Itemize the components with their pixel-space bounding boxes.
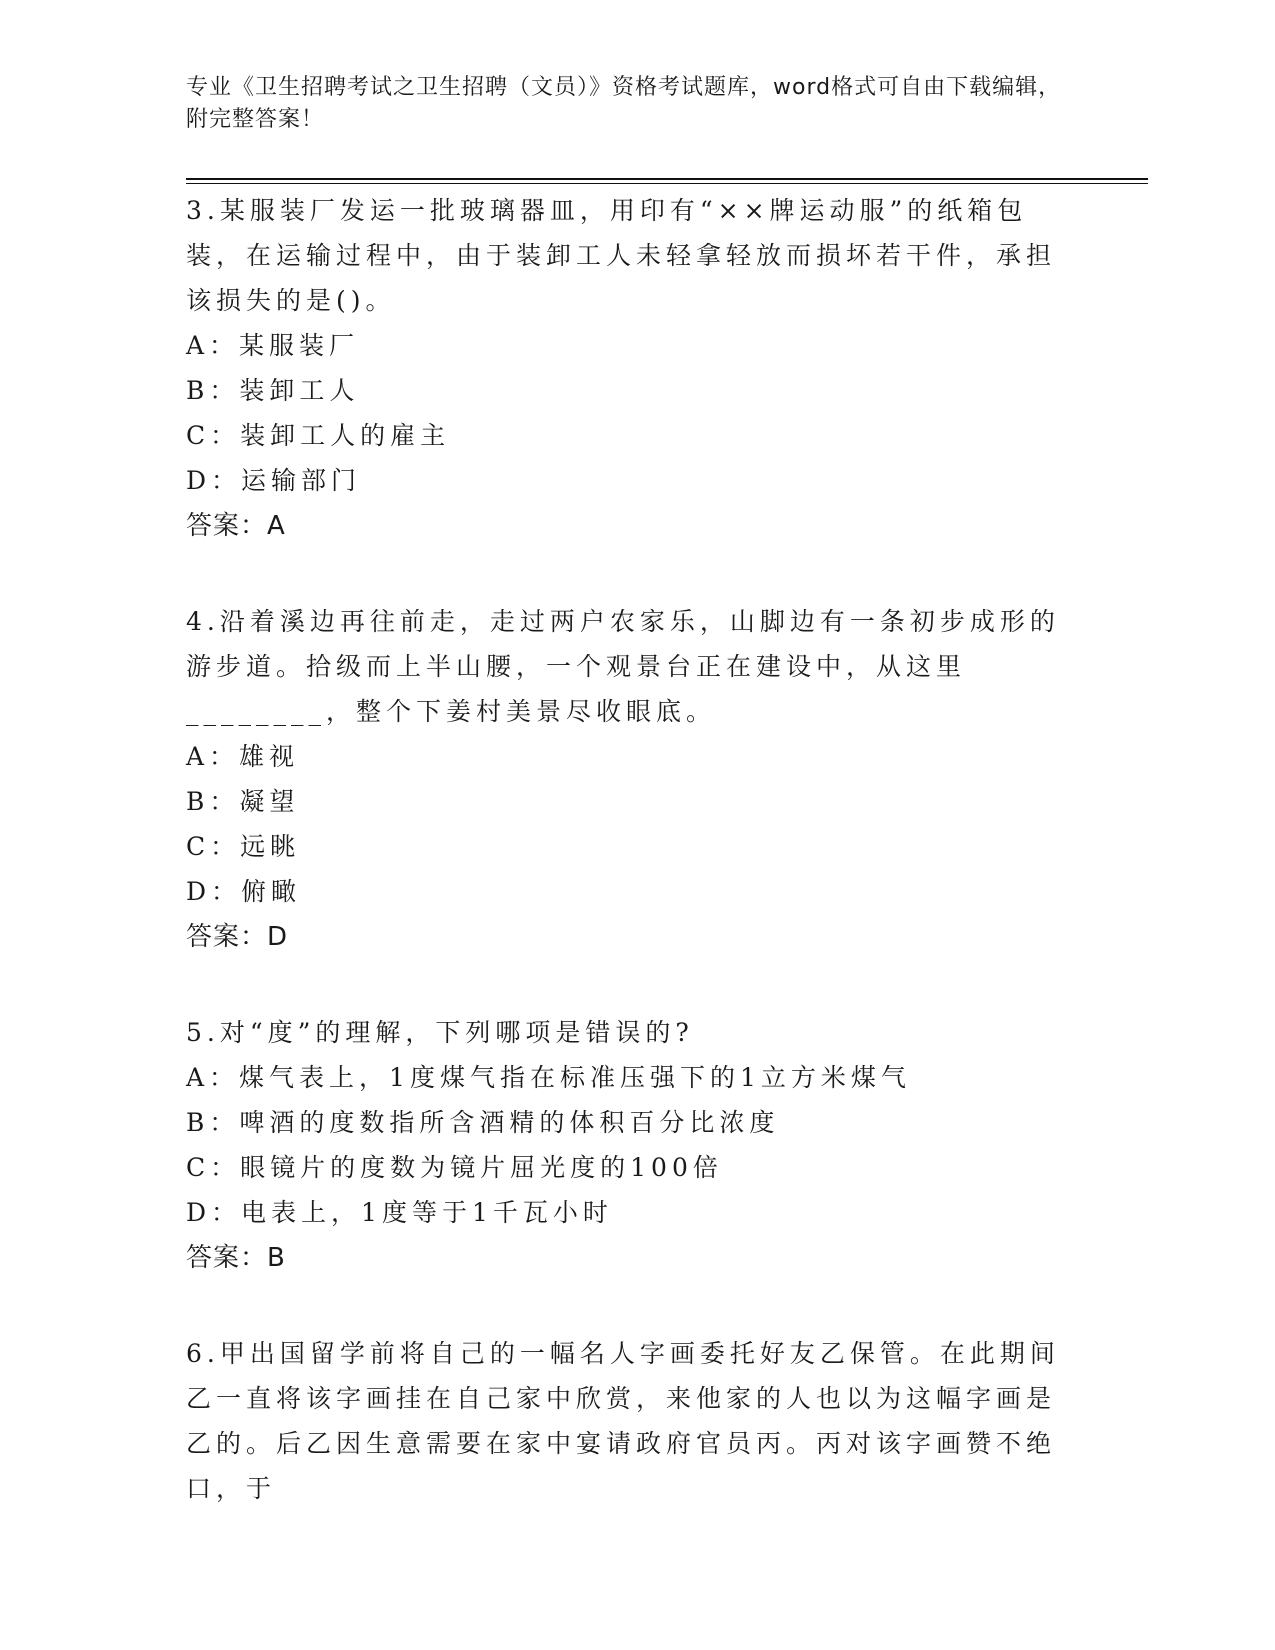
question-list: [186, 188, 1066, 1561]
option-d: D：电表上，1度等于1千瓦小时: [186, 1198, 613, 1227]
header-divider-thick: [186, 178, 1148, 180]
answer-line: 答案：A: [186, 511, 286, 541]
option-d: D：运输部门: [186, 466, 362, 495]
option-c: C：装卸工人的雇主: [186, 421, 451, 450]
option-b: B：装卸工人: [186, 376, 360, 405]
question-stem: 5.对“度”的理解，下列哪项是错误的?: [186, 1018, 694, 1047]
option-b: B：啤酒的度数指所含酒精的体积百分比浓度: [186, 1108, 780, 1137]
header-divider-thin: [186, 183, 1148, 184]
answer-line: 答案：B: [186, 1243, 286, 1273]
option-c: C：远眺: [186, 832, 301, 861]
page-header: 专业《卫生招聘考试之卫生招聘（文员）》资格考试题库，word格式可自由下载编辑，附完整答案！: [186, 75, 1062, 132]
question-stem: 3.某服装厂发运一批玻璃器皿，用印有“××牌运动服”的纸箱包装，在运输过程中，由于装卸工人未轻拿轻放而损坏若干件，承担该损失的是()。: [186, 196, 1057, 315]
question-stem: 6.甲出国留学前将自己的一幅名人字画委托好友乙保管。在此期间乙一直将该字画挂在自己家中欣赏，来他家的人也以为这幅字画是乙的。后乙因生意需要在家中宴请政府官员丙。丙对该字画赞不绝口，于: [186, 1339, 1060, 1503]
option-c: C：眼镜片的度数为镜片屈光度的100倍: [186, 1153, 723, 1182]
question-stem: 4.沿着溪边再往前走，走过两户农家乐，山脚边有一条初步成形的游步道。拾级而上半山腰，一个观景台正在建设中，从这里________，整个下姜村美景尽收眼底。: [186, 607, 1060, 726]
question-4: [186, 599, 1066, 960]
question-6: [186, 1331, 1066, 1511]
option-a: A：煤气表上，1度煤气指在标准压强下的1立方米煤气: [186, 1063, 911, 1092]
question-3: [186, 188, 1066, 549]
answer-line: 答案：D: [186, 922, 289, 952]
question-5: [186, 1010, 1066, 1281]
option-d: D：俯瞰: [186, 877, 302, 906]
option-b: B：凝望: [186, 787, 300, 816]
option-a: A：雄视: [186, 742, 300, 771]
option-a: A：某服装厂: [186, 331, 360, 360]
